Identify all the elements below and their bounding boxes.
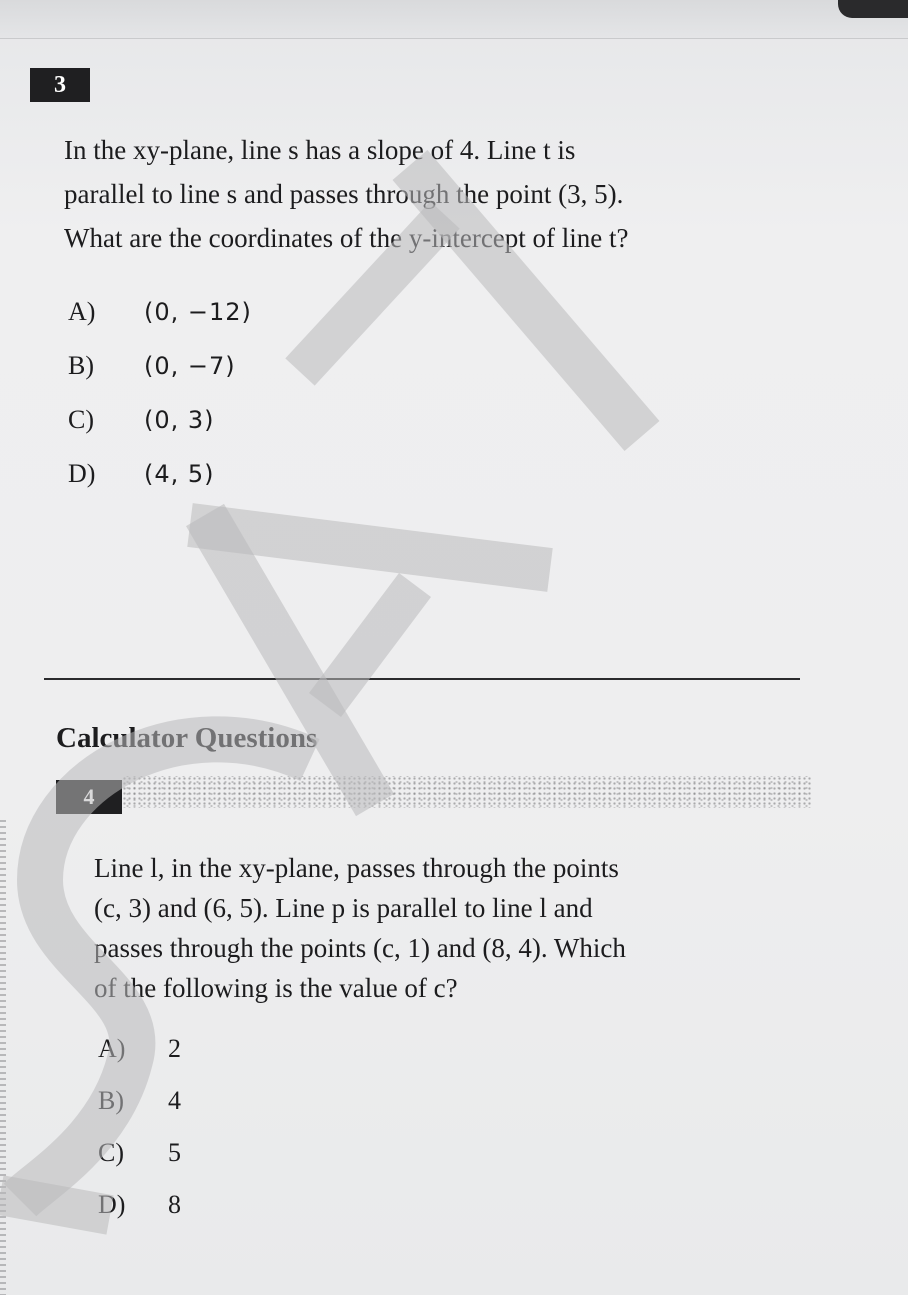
question-3-stem (64, 128, 864, 260)
choice-value: 5 (168, 1138, 182, 1167)
choice-d[interactable] (98, 1179, 182, 1231)
watermark-stroke (325, 585, 415, 705)
stem-line: parallel to line s and passes through the point (3, 5). (64, 179, 624, 209)
watermark-stroke (205, 515, 375, 805)
stem-line: What are the coordinates of the y-intercept of line t? (64, 223, 629, 253)
corner-shadow (838, 0, 908, 18)
watermark-stroke (190, 525, 550, 570)
question-number-badge: 4 (56, 780, 122, 814)
stem-line: passes through the points (c, 1) and (8, 4). Which (94, 933, 626, 963)
choice-letter: A) (68, 297, 96, 326)
binding-edge (0, 820, 6, 1295)
stem-line: of the following is the value of c? (94, 973, 458, 1003)
choice-value: (0, 3) (144, 406, 215, 434)
choice-letter: C) (98, 1138, 124, 1167)
question-number-badge: 3 (30, 68, 90, 102)
stem-line: (c, 3) and (6, 5). Line p is parallel to line l and (94, 893, 593, 923)
choice-b[interactable] (68, 339, 252, 393)
stem-line: Line l, in the xy-plane, passes through the points (94, 853, 619, 883)
choice-value: 2 (168, 1034, 182, 1063)
choice-value: (0, −7) (144, 352, 236, 380)
choice-b[interactable] (98, 1075, 182, 1127)
section-heading: Calculator Questions (56, 722, 318, 754)
choice-letter: D) (68, 459, 96, 488)
choice-value: 8 (168, 1190, 182, 1219)
watermark-stroke (0, 1195, 110, 1215)
choice-c[interactable] (98, 1127, 182, 1179)
stem-line: In the xy-plane, line s has a slope of 4. Line t is (64, 135, 576, 165)
choice-letter: C) (68, 405, 94, 434)
choice-letter: A) (98, 1034, 126, 1063)
choice-letter: B) (98, 1086, 124, 1115)
choice-letter: B) (68, 351, 94, 380)
choice-a[interactable] (68, 285, 252, 339)
dotted-header-bar (122, 776, 812, 808)
question-4-choices (98, 1023, 182, 1231)
choice-a[interactable] (98, 1023, 182, 1075)
choice-value: (4, 5) (144, 460, 215, 488)
choice-value: 4 (168, 1086, 182, 1115)
question-3-choices (68, 285, 252, 501)
question-4-stem (94, 848, 814, 1008)
choice-letter: D) (98, 1190, 126, 1219)
section-divider (44, 678, 800, 680)
choice-c[interactable] (68, 393, 252, 447)
top-strip (0, 0, 908, 39)
choice-value: (0, −12) (144, 298, 252, 326)
choice-d[interactable] (68, 447, 252, 501)
